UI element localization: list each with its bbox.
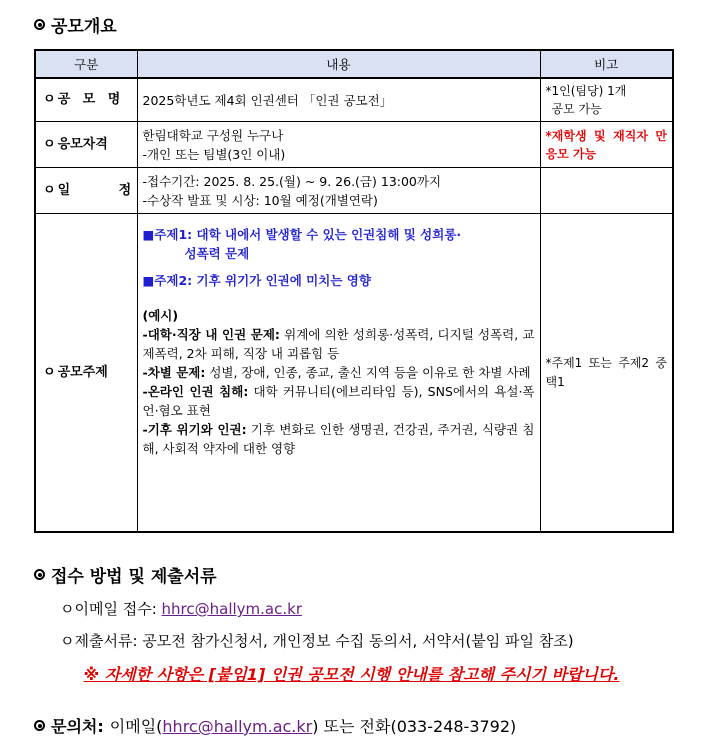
row-content: -접수기간: 2025. 8. 25.(월) ~ 9. 26.(금) 13:00까지 -수상작 발표 및 시상: 10월 예정(개별연락) [137,168,540,214]
table-row [35,78,673,122]
circle-bullet-icon [34,569,45,580]
section-heading-submission [34,562,217,587]
section-title: 접수 방법 및 제출서류 [51,567,217,587]
row-note: *1인(팀당) 1개 공모 가능 [540,78,673,122]
row-label: ㅇ 응모자격 [35,122,137,168]
row-label: ㅇ 일 정 [35,168,137,214]
table-row [35,122,673,168]
row-note [540,168,673,214]
row-note: *재학생 및 재직자 만 응모 가능 [540,122,673,168]
contact-line: 문의처: 이메일(hhrc@hallym.ac.kr) 또는 전화(033-248-3792) [34,714,516,737]
example-item: -온라인 인권 침해: 대학 커뮤니티(에브리타임 등), SNS에서의 욕설·폭언·혐오 표현 [142,384,535,419]
section-title: 공모개요 [51,17,117,37]
column-header: 비고 [540,50,673,78]
row-label: ㅇ 공모주제 [35,214,137,532]
overview-table [34,49,674,533]
table-header-row [35,50,673,78]
notice-text: ※ 자세한 사항은 [붙임1] 인권 공모전 시행 안내를 참고해 주시기 바랍니다. [83,665,620,684]
column-header: 내용 [137,50,540,78]
section-heading-overview [34,12,117,37]
documents-line: ㅇ제출서류: 공모전 참가신청서, 개인정보 수집 동의서, 서약서(붙임 파일 참조) [60,632,574,650]
circle-bullet-icon [34,19,45,30]
table-row [35,214,673,532]
contact-title: 문의처: [51,717,104,736]
row-content: 2025학년도 제4회 인권센터 「인권 공모전」 [137,78,540,122]
theme-1: ■주제1: 대학 내에서 발생할 수 있는 인권침해 및 성희롱· 성폭력 문제 [142,227,462,262]
example-item: -기후 위기와 인권: 기후 변화로 인한 생명권, 건강권, 주거권, 식량권 침해, 사회적 약자에 대한 영향 [142,422,535,457]
theme-2: ■주제2: 기후 위기가 인권에 미치는 영향 [142,273,371,289]
email-submission-line: ㅇ이메일 접수: hhrc@hallym.ac.kr [60,600,302,618]
table-row [35,168,673,214]
example-title: (예시) [142,308,179,324]
contact-email-link[interactable]: hhrc@hallym.ac.kr [162,717,313,736]
row-content: 한림대학교 구성원 누구나 -개인 또는 팀별(3인 이내) [137,122,540,168]
circle-bullet-icon [34,720,45,731]
row-content [137,214,540,532]
row-label: ㅇ 공 모 명 [35,78,137,122]
column-header: 구분 [35,50,137,78]
row-note: *주제1 또는 주제2 중 택1 [540,214,673,532]
example-item: -차별 문제: 성별, 장애, 인종, 종교, 출신 지역 등을 이유로 한 차별 사례 [142,365,531,381]
email-link[interactable]: hhrc@hallym.ac.kr [161,600,302,618]
example-item: -대학·직장 내 인권 문제: 위계에 의한 성희롱·성폭력, 디지털 성폭력, 교제폭력, 2차 피해, 직장 내 괴롭힘 등 [142,327,535,362]
